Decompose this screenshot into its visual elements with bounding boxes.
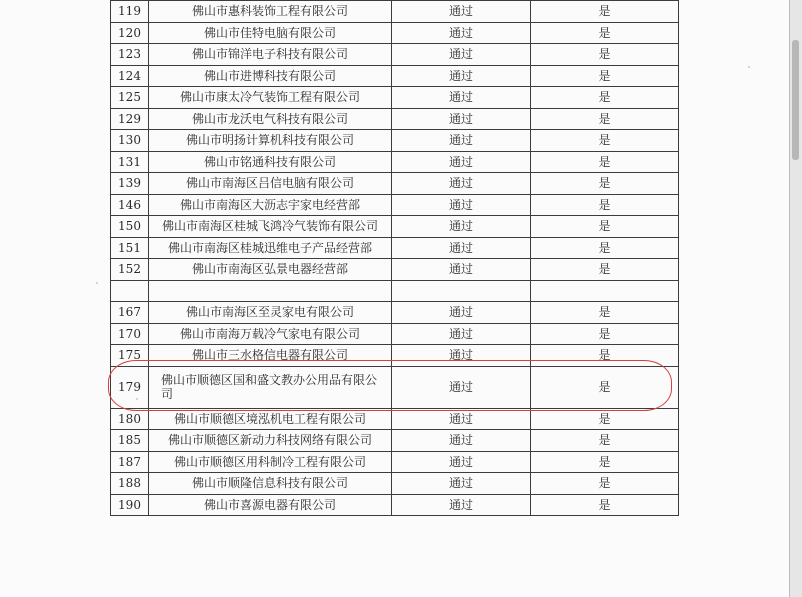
review-result: 通过 <box>392 408 531 430</box>
table-row <box>111 408 679 430</box>
company-name: 佛山市康太冷气装饰工程有限公司 <box>149 87 392 109</box>
table-row <box>111 130 679 152</box>
qualified-flag: 是 <box>531 216 679 238</box>
review-result: 通过 <box>392 108 531 130</box>
table-row <box>111 108 679 130</box>
company-name: 佛山市南海区桂城飞鸿冷气装饰有限公司 <box>149 216 392 238</box>
company-name: 佛山市南海区弘景电器经营部 <box>149 259 392 281</box>
company-name: 佛山市南海区吕信电脑有限公司 <box>149 173 392 195</box>
qualified-flag: 是 <box>531 130 679 152</box>
qualified-flag: 是 <box>531 302 679 324</box>
company-name: 佛山市顺隆信息科技有限公司 <box>149 473 392 495</box>
scan-speck <box>96 282 98 284</box>
review-result: 通过 <box>392 216 531 238</box>
qualified-flag: 是 <box>531 194 679 216</box>
qualified-flag <box>531 280 679 302</box>
review-result: 通过 <box>392 302 531 324</box>
company-name: 佛山市顺德区国和盛文教办公用品有限公司 <box>149 366 392 408</box>
row-number: 188 <box>111 473 149 495</box>
company-table <box>110 0 679 516</box>
review-result: 通过 <box>392 65 531 87</box>
qualified-flag: 是 <box>531 366 679 408</box>
row-number: 130 <box>111 130 149 152</box>
qualified-flag: 是 <box>531 1 679 23</box>
qualified-flag: 是 <box>531 237 679 259</box>
review-result: 通过 <box>392 22 531 44</box>
company-name: 佛山市惠科装饰工程有限公司 <box>149 1 392 23</box>
row-number: 150 <box>111 216 149 238</box>
qualified-flag: 是 <box>531 22 679 44</box>
table-row <box>111 87 679 109</box>
company-name: 佛山市佳特电脑有限公司 <box>149 22 392 44</box>
review-result: 通过 <box>392 430 531 452</box>
scan-speck <box>136 398 138 400</box>
qualified-flag: 是 <box>531 494 679 516</box>
review-result: 通过 <box>392 1 531 23</box>
scrollbar-thumb[interactable] <box>792 40 799 160</box>
review-result: 通过 <box>392 237 531 259</box>
table-row <box>111 280 679 302</box>
company-name: 佛山市铭通科技有限公司 <box>149 151 392 173</box>
scan-speck <box>748 66 750 68</box>
row-number: 131 <box>111 151 149 173</box>
company-name: 佛山市顺德区境泓机电工程有限公司 <box>149 408 392 430</box>
row-number: 179 <box>111 366 149 408</box>
qualified-flag: 是 <box>531 323 679 345</box>
row-number: 190 <box>111 494 149 516</box>
qualified-flag: 是 <box>531 87 679 109</box>
row-number: 175 <box>111 345 149 367</box>
qualified-flag: 是 <box>531 259 679 281</box>
qualified-flag: 是 <box>531 408 679 430</box>
table-row <box>111 366 679 408</box>
qualified-flag: 是 <box>531 151 679 173</box>
row-number: 119 <box>111 1 149 23</box>
review-result: 通过 <box>392 259 531 281</box>
table-row <box>111 430 679 452</box>
company-name: 佛山市顺德区新动力科技网络有限公司 <box>149 430 392 452</box>
company-name: 佛山市明扬计算机科技有限公司 <box>149 130 392 152</box>
table-row <box>111 451 679 473</box>
company-name: 佛山市南海区大沥志宇家电经营部 <box>149 194 392 216</box>
table-row <box>111 22 679 44</box>
review-result: 通过 <box>392 194 531 216</box>
row-number: 123 <box>111 44 149 66</box>
table-row <box>111 44 679 66</box>
review-result: 通过 <box>392 345 531 367</box>
table-row <box>111 237 679 259</box>
row-number: 185 <box>111 430 149 452</box>
qualified-flag: 是 <box>531 430 679 452</box>
qualified-flag: 是 <box>531 473 679 495</box>
qualified-flag: 是 <box>531 65 679 87</box>
table-row <box>111 494 679 516</box>
review-result: 通过 <box>392 451 531 473</box>
table-row <box>111 194 679 216</box>
company-name: 佛山市南海万载冷气家电有限公司 <box>149 323 392 345</box>
company-name <box>149 280 392 302</box>
row-number: 170 <box>111 323 149 345</box>
company-name: 佛山市锦洋电子科技有限公司 <box>149 44 392 66</box>
company-name: 佛山市顺德区用科制冷工程有限公司 <box>149 451 392 473</box>
company-name: 佛山市三水格信电器有限公司 <box>149 345 392 367</box>
review-result: 通过 <box>392 366 531 408</box>
company-name: 佛山市喜源电器有限公司 <box>149 494 392 516</box>
table-row <box>111 302 679 324</box>
row-number: 125 <box>111 87 149 109</box>
row-number: 129 <box>111 108 149 130</box>
qualified-flag: 是 <box>531 451 679 473</box>
review-result: 通过 <box>392 473 531 495</box>
review-result: 通过 <box>392 323 531 345</box>
qualified-flag: 是 <box>531 108 679 130</box>
table-row <box>111 173 679 195</box>
company-name: 佛山市龙沃电气科技有限公司 <box>149 108 392 130</box>
review-result: 通过 <box>392 173 531 195</box>
review-result: 通过 <box>392 494 531 516</box>
qualified-flag: 是 <box>531 345 679 367</box>
table-row <box>111 216 679 238</box>
row-number: 146 <box>111 194 149 216</box>
table-row <box>111 473 679 495</box>
table-row <box>111 65 679 87</box>
qualified-flag: 是 <box>531 173 679 195</box>
review-result: 通过 <box>392 130 531 152</box>
row-number: 180 <box>111 408 149 430</box>
qualified-flag: 是 <box>531 44 679 66</box>
row-number: 151 <box>111 237 149 259</box>
table-row <box>111 323 679 345</box>
row-number: 120 <box>111 22 149 44</box>
review-result: 通过 <box>392 87 531 109</box>
company-name: 佛山市南海区至灵家电有限公司 <box>149 302 392 324</box>
row-number: 152 <box>111 259 149 281</box>
row-number: 139 <box>111 173 149 195</box>
row-number <box>111 280 149 302</box>
review-result: 通过 <box>392 44 531 66</box>
table-row <box>111 1 679 23</box>
row-number: 124 <box>111 65 149 87</box>
row-number: 167 <box>111 302 149 324</box>
table-row <box>111 259 679 281</box>
table-row <box>111 151 679 173</box>
company-name: 佛山市南海区桂城迅维电子产品经营部 <box>149 237 392 259</box>
table-row <box>111 345 679 367</box>
table-body <box>111 1 679 516</box>
company-name: 佛山市进博科技有限公司 <box>149 65 392 87</box>
review-result <box>392 280 531 302</box>
vertical-scrollbar[interactable] <box>789 0 802 597</box>
row-number: 187 <box>111 451 149 473</box>
review-result: 通过 <box>392 151 531 173</box>
